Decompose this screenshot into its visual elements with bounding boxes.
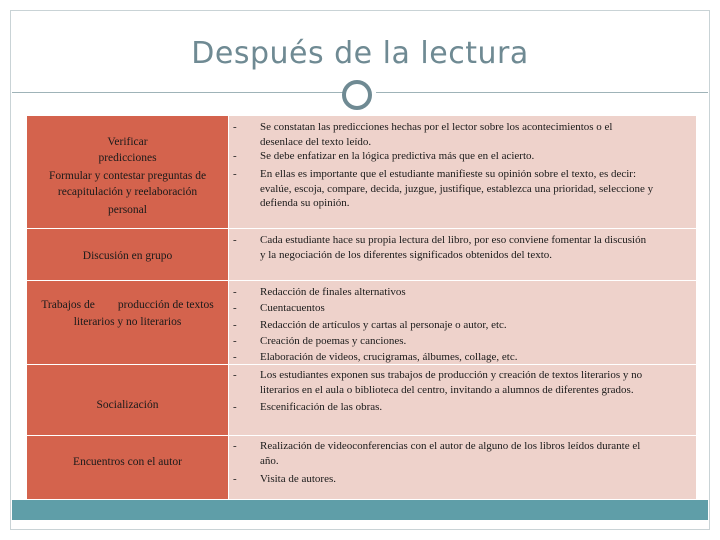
category-label-line: Socialización (96, 399, 159, 411)
description-cell (229, 116, 696, 229)
item-text-line: Redacción de finales alternativos (260, 286, 406, 298)
category-label-line: Encuentros con el autor (73, 456, 182, 468)
category-label-line: Trabajos de producción de textos (41, 299, 214, 311)
category-cell (27, 281, 229, 365)
dash-bullet: - (233, 150, 237, 162)
category-cell (27, 229, 229, 281)
dash-bullet: - (233, 168, 237, 180)
dash-bullet: - (233, 319, 237, 331)
item-text-line: defienda su opinión. (260, 197, 350, 209)
item-text-line: Los estudiantes exponen sus trabajos de producción y creación de textos literarios y no (260, 369, 643, 381)
dash-bullet: - (233, 302, 237, 314)
activities-table (27, 116, 696, 500)
description-cell (229, 229, 696, 281)
table-row (27, 116, 696, 229)
category-label-line: recapitulación y reelaboración (57, 186, 198, 198)
dash-bullet: - (233, 401, 237, 413)
table-row (27, 436, 696, 500)
dash-bullet: - (233, 286, 237, 298)
item-text-line: desenlace del texto leído. (260, 135, 372, 148)
category-label-line: literarios y no literarios (73, 316, 182, 328)
item-text-line: Escenificación de las obras. (260, 401, 383, 413)
item-text-line: Cuentacuentos (260, 302, 325, 314)
item-text-line: evalúe, escoja, compare, decida, juzgue, justifique, establezca una prioridad, seleccione y (260, 182, 654, 195)
category-cell (27, 116, 229, 229)
category-cell (27, 436, 229, 500)
description-cell (229, 281, 696, 365)
category-label-line: predicciones (98, 152, 157, 164)
dash-bullet: - (233, 335, 237, 347)
title-divider-left (12, 92, 344, 93)
dash-bullet: - (233, 440, 237, 452)
item-text-line: literarios en el aula o biblioteca del centro, invitando a alumnos de diferentes grados. (260, 383, 634, 396)
dash-bullet: - (233, 369, 237, 381)
category-label-line: Verificar (107, 136, 148, 148)
item-text-line: Realización de videoconferencias con el autor de alguno de los libros leídos durante el (260, 440, 641, 452)
category-label-line: personal (108, 204, 147, 216)
dash-bullet: - (233, 351, 237, 363)
item-text-line: Elaboración de videos, crucigramas, álbumes, collage, etc. (260, 351, 518, 363)
item-text-line: Se debe enfatizar en la lógica predictiva más que en el acierto. (260, 150, 535, 162)
category-cell (27, 365, 229, 436)
table-row (27, 365, 696, 436)
item-text-line: año. (260, 454, 279, 467)
item-text-line: Se constatan las predicciones hechas por el lector sobre los acontecimientos o el (260, 121, 613, 133)
dash-bullet: - (233, 234, 237, 246)
circle-ornament-icon (342, 80, 372, 110)
item-text-line: y la negociación de los diferentes significados obtenidos del texto. (260, 248, 553, 261)
item-text-line: En ellas es importante que el estudiante manifieste su opinión sobre el texto, es decir: (260, 168, 637, 180)
table-row (27, 281, 696, 365)
dash-bullet: - (233, 121, 237, 133)
item-text-line: Cada estudiante hace su propia lectura del libro, por eso conviene fomentar la discusión (260, 234, 647, 246)
description-cell (229, 365, 696, 436)
table-row (27, 229, 696, 281)
footer-bar (12, 500, 708, 520)
category-label-line: Formular y contestar preguntas de (48, 170, 207, 182)
category-label-line: Discusión en grupo (82, 250, 173, 262)
item-text-line: Creación de poemas y canciones. (260, 335, 407, 347)
item-text-line: Redacción de artículos y cartas al personaje o autor, etc. (260, 319, 507, 331)
slide-title: Después de la lectura (191, 36, 529, 71)
item-text-line: Visita de autores. (260, 473, 337, 485)
dash-bullet: - (233, 473, 237, 485)
description-cell (229, 436, 696, 500)
title-divider-right (376, 92, 708, 93)
